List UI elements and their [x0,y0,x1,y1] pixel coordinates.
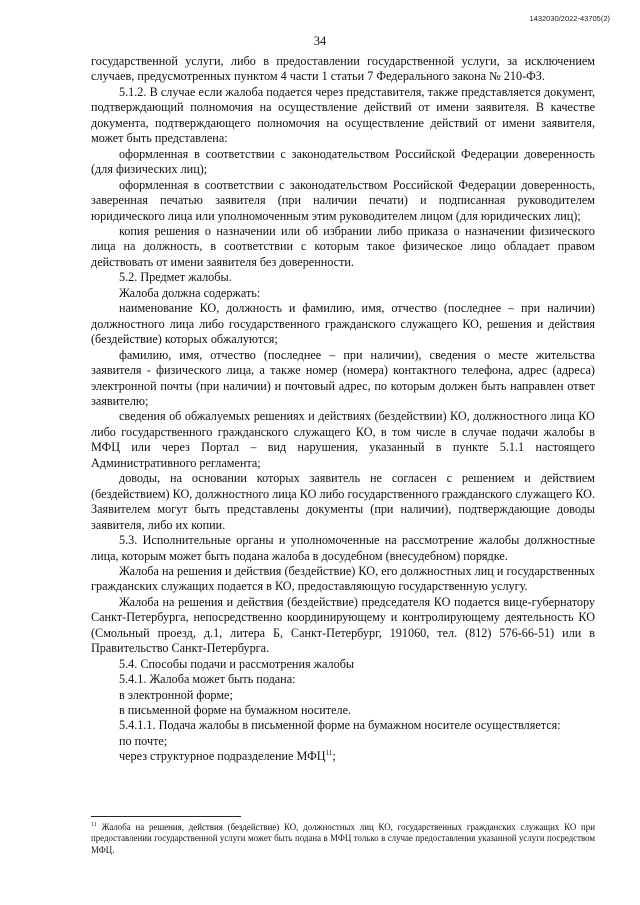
paragraph: Жалоба должна содержать: [119,285,261,300]
section-heading: 5.2. Предмет жалобы. [119,270,232,285]
list-item: в письменной форме на бумажном носителе. [119,703,352,718]
paragraph: копия решения о назначении или об избрании либо приказа о назначении физического лица на должность, в соответствии с которым такое физическое лицо обладает правом действовать от имени заявителя без доверенности. [91,223,595,269]
paragraph: Жалоба на решения и действия (бездействие) КО, его должностных лиц и государственных гражданских служащих подается в КО, предоставляющую государственную услугу. [91,563,595,594]
list-item: в электронной форме; [119,687,233,702]
footnote-marker: 11 [91,822,97,828]
paragraph: 5.4.1. Жалоба может быть подана: [119,672,296,687]
paragraph: сведения об обжалуемых решениях и действиях (бездействии) КО, должностного лица КО либо государственного гражданского служащего КО, в том числе в случае подачи жалобы в МФЦ или через Портал – вид нарушения, указанный в пункте 5.1.1 настоящего Административного регламента; [91,409,595,470]
paragraph: оформленная в соответствии с законодательством Российской Федерации доверенность, заверенная печатью заявителя (при наличии печати) и подписанная руководителем юридического лица или уполномоченным этим руководителем лицом (для юридических лиц); [91,177,595,223]
footnote-reference[interactable]: 11 [325,749,333,758]
section-heading: 5.4. Способы подачи и рассмотрения жалобы [119,656,355,671]
paragraph: наименование КО, должность и фамилию, имя, отчество (последнее – при наличии) должностного лица либо государственного гражданского служащего КО, решения и действия (бездействие) которых обжалуются; [91,301,595,347]
paragraph: оформленная в соответствии с законодательством Российской Федерации доверенность (для физических лиц); [91,146,595,177]
list-item: по почте; [119,733,168,748]
list-item-punctuation: ; [332,749,336,764]
list-item-text: через структурное подразделение МФЦ [119,749,326,764]
paragraph: государственной услуги, либо в предоставлении государственной услуги, за исключением случаев, предусмотренных пунктом 4 части 1 статьи 7 Федерального закона № 210-ФЗ. [91,54,595,84]
footnote-divider [91,816,241,817]
paragraph: 5.4.1.1. Подача жалобы в письменной форме на бумажном носителе осуществляется: [119,718,561,733]
paragraph: Жалоба на решения и действия (бездействие) председателя КО подается вице-губернатору Санкт-Петербурга, непосредственно координирующему и контролирующему деятельность КО (Смольный проезд, д.1, литера Б, Санкт-Петербург, 191060, тел. (812) 576-66-51) или в Правительство Санкт-Петербурга. [91,594,595,656]
paragraph: доводы, на основании которых заявитель не согласен с решением и действием (бездействием) КО, должностного лица КО либо государственного гражданского служащего КО. Заявителем могут быть представлены документы (при наличии), подтверждающие доводы заявителя, либо их копии. [91,471,595,532]
footnote [91,822,595,856]
document-registration-number: 1432030/2022-43705(2) [529,14,610,23]
paragraph: фамилию, имя, отчество (последнее – при наличии), сведения о месте жительства заявителя - физического лица, а также номер (номера) контактного телефона, адрес (адреса) электронной почты (при наличии) и почтовый адрес, по которым должен быть направлен ответ заявителю; [91,347,595,408]
footnote-text: Жалоба на решения, действия (бездействие) КО, должностных лиц КО, государственных гражданских служащих КО при предоставлении государственной услуги может быть подана в МФЦ только в случае предоставления указанной услуги посредством МФЦ. [91,822,595,855]
page-number: 34 [313,34,327,48]
document-body [91,54,595,765]
section-heading: 5.3. Исполнительные органы и уполномоченные на рассмотрение жалобы должностные лица, которым может быть подана жалоба в досудебном (внесудебном) порядке. [91,533,595,563]
list-item [91,749,595,764]
paragraph: 5.1.2. В случае если жалоба подается через представителя, также представляется документ, подтверждающий полномочия на осуществление действий от имени заявителя. В качестве документа, подтверждающего полномочия на осуществление действий от имени заявителя, может быть представлена: [91,84,595,146]
